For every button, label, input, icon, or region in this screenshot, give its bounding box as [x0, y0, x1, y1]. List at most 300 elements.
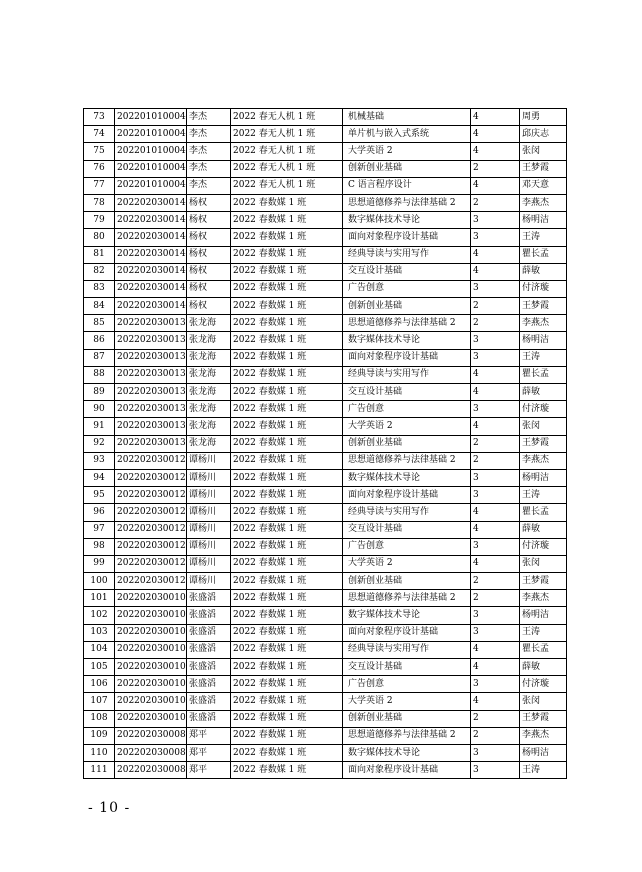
student-id-cell: 202202030012: [115, 521, 187, 538]
row-number-cell: 83: [84, 280, 115, 297]
table-row: [84, 384, 567, 401]
row-number-cell: 100: [84, 573, 115, 590]
course-name-cell: 思想道德修养与法律基础 2: [343, 315, 471, 332]
teacher-cell: 杨明洁: [520, 332, 567, 349]
student-name-cell: 张盛滔: [187, 710, 231, 727]
table-row: [84, 418, 567, 435]
student-id-cell: 202202030010: [115, 641, 187, 658]
table-row: [84, 229, 567, 246]
student-id-cell: 202202030014: [115, 194, 187, 211]
student-id-cell: 202202030012: [115, 504, 187, 521]
credits-cell: 4: [471, 641, 520, 658]
teacher-cell: 瞿长孟: [520, 504, 567, 521]
row-number-cell: 78: [84, 194, 115, 211]
class-name-cell: 2022 春数媒 1 班: [231, 727, 343, 744]
teacher-cell: 张闵: [520, 693, 567, 710]
student-id-cell: 202201010004: [115, 177, 187, 194]
teacher-cell: 瞿长孟: [520, 366, 567, 383]
class-name-cell: 2022 春数媒 1 班: [231, 194, 343, 211]
table-row: [84, 194, 567, 211]
row-number-cell: 103: [84, 624, 115, 641]
course-name-cell: 面向对象程序设计基础: [343, 762, 471, 779]
student-name-cell: 李杰: [187, 109, 231, 126]
credits-cell: 3: [471, 762, 520, 779]
credits-cell: 4: [471, 246, 520, 263]
teacher-cell: 杨明洁: [520, 607, 567, 624]
row-number-cell: 97: [84, 521, 115, 538]
credits-cell: 3: [471, 332, 520, 349]
table-row: [84, 143, 567, 160]
student-id-cell: 202202030010: [115, 590, 187, 607]
class-name-cell: 2022 春数媒 1 班: [231, 212, 343, 229]
student-name-cell: 谭杨川: [187, 452, 231, 469]
class-name-cell: 2022 春无人机 1 班: [231, 177, 343, 194]
class-name-cell: 2022 春数媒 1 班: [231, 641, 343, 658]
class-name-cell: 2022 春数媒 1 班: [231, 280, 343, 297]
student-name-cell: 杨权: [187, 194, 231, 211]
teacher-cell: 付济璇: [520, 538, 567, 555]
student-name-cell: 张龙海: [187, 315, 231, 332]
row-number-cell: 110: [84, 744, 115, 761]
student-id-cell: 202202030013: [115, 332, 187, 349]
teacher-cell: 张闵: [520, 418, 567, 435]
class-name-cell: 2022 春数媒 1 班: [231, 521, 343, 538]
table-row: [84, 607, 567, 624]
class-name-cell: 2022 春数媒 1 班: [231, 659, 343, 676]
table-row: [84, 401, 567, 418]
credits-cell: 2: [471, 315, 520, 332]
course-name-cell: 交互设计基础: [343, 384, 471, 401]
row-number-cell: 84: [84, 298, 115, 315]
row-number-cell: 75: [84, 143, 115, 160]
row-number-cell: 92: [84, 435, 115, 452]
credits-cell: 4: [471, 693, 520, 710]
table-row: [84, 590, 567, 607]
table-row: [84, 762, 567, 779]
teacher-cell: 李燕杰: [520, 727, 567, 744]
teacher-cell: 张闵: [520, 143, 567, 160]
student-name-cell: 张盛滔: [187, 641, 231, 658]
class-name-cell: 2022 春数媒 1 班: [231, 435, 343, 452]
row-number-cell: 73: [84, 109, 115, 126]
credits-cell: 4: [471, 126, 520, 143]
student-name-cell: 杨权: [187, 212, 231, 229]
student-id-cell: 202202030014: [115, 263, 187, 280]
row-number-cell: 87: [84, 349, 115, 366]
class-name-cell: 2022 春数媒 1 班: [231, 229, 343, 246]
row-number-cell: 77: [84, 177, 115, 194]
teacher-cell: 王梦霞: [520, 573, 567, 590]
course-name-cell: 创新创业基础: [343, 298, 471, 315]
teacher-cell: 李燕杰: [520, 194, 567, 211]
student-id-cell: 202202030008: [115, 762, 187, 779]
table-row: [84, 212, 567, 229]
student-name-cell: 杨权: [187, 263, 231, 280]
class-name-cell: 2022 春无人机 1 班: [231, 160, 343, 177]
course-name-cell: 广告创意: [343, 401, 471, 418]
student-name-cell: 谭杨川: [187, 469, 231, 486]
student-name-cell: 张盛滔: [187, 624, 231, 641]
table-row: [84, 109, 567, 126]
row-number-cell: 93: [84, 452, 115, 469]
row-number-cell: 76: [84, 160, 115, 177]
course-name-cell: 大学英语 2: [343, 418, 471, 435]
table-row: [84, 521, 567, 538]
teacher-cell: 薛敏: [520, 521, 567, 538]
row-number-cell: 101: [84, 590, 115, 607]
row-number-cell: 88: [84, 366, 115, 383]
student-name-cell: 杨权: [187, 229, 231, 246]
credits-cell: 2: [471, 727, 520, 744]
student-name-cell: 张龙海: [187, 366, 231, 383]
credits-cell: 3: [471, 744, 520, 761]
table-row: [84, 126, 567, 143]
student-id-cell: 202202030013: [115, 384, 187, 401]
student-id-cell: 202202030010: [115, 607, 187, 624]
course-name-cell: 创新创业基础: [343, 710, 471, 727]
table-row: [84, 641, 567, 658]
student-id-cell: 202202030008: [115, 744, 187, 761]
course-name-cell: 思想道德修养与法律基础 2: [343, 194, 471, 211]
teacher-cell: 薛敏: [520, 659, 567, 676]
student-name-cell: 郑平: [187, 727, 231, 744]
class-name-cell: 2022 春数媒 1 班: [231, 401, 343, 418]
course-table: [83, 108, 567, 779]
teacher-cell: 瞿长孟: [520, 641, 567, 658]
credits-cell: 2: [471, 298, 520, 315]
row-number-cell: 90: [84, 401, 115, 418]
row-number-cell: 95: [84, 487, 115, 504]
student-name-cell: 张龙海: [187, 401, 231, 418]
credits-cell: 2: [471, 573, 520, 590]
student-id-cell: 202202030014: [115, 212, 187, 229]
table-row: [84, 298, 567, 315]
row-number-cell: 86: [84, 332, 115, 349]
course-name-cell: 交互设计基础: [343, 521, 471, 538]
student-id-cell: 202201010004: [115, 109, 187, 126]
table-row: [84, 744, 567, 761]
class-name-cell: 2022 春数媒 1 班: [231, 452, 343, 469]
table-row: [84, 349, 567, 366]
student-id-cell: 202201010004: [115, 160, 187, 177]
row-number-cell: 94: [84, 469, 115, 486]
table-row: [84, 435, 567, 452]
table-row: [84, 452, 567, 469]
row-number-cell: 105: [84, 659, 115, 676]
class-name-cell: 2022 春数媒 1 班: [231, 366, 343, 383]
student-id-cell: 202202030014: [115, 298, 187, 315]
row-number-cell: 108: [84, 710, 115, 727]
student-id-cell: 202202030014: [115, 280, 187, 297]
student-id-cell: 202202030012: [115, 573, 187, 590]
credits-cell: 4: [471, 177, 520, 194]
student-id-cell: 202202030013: [115, 349, 187, 366]
credits-cell: 2: [471, 452, 520, 469]
teacher-cell: 王涛: [520, 229, 567, 246]
student-name-cell: 张盛滔: [187, 607, 231, 624]
student-name-cell: 杨权: [187, 246, 231, 263]
course-name-cell: 创新创业基础: [343, 573, 471, 590]
credits-cell: 3: [471, 487, 520, 504]
teacher-cell: 李燕杰: [520, 452, 567, 469]
credits-cell: 3: [471, 349, 520, 366]
student-id-cell: 202202030010: [115, 693, 187, 710]
teacher-cell: 瞿长孟: [520, 246, 567, 263]
table-row: [84, 315, 567, 332]
credits-cell: 3: [471, 538, 520, 555]
row-number-cell: 98: [84, 538, 115, 555]
teacher-cell: 薛敏: [520, 263, 567, 280]
teacher-cell: 薛敏: [520, 384, 567, 401]
teacher-cell: 杨明洁: [520, 744, 567, 761]
teacher-cell: 杨明洁: [520, 469, 567, 486]
student-name-cell: 张龙海: [187, 418, 231, 435]
class-name-cell: 2022 春数媒 1 班: [231, 487, 343, 504]
table-row: [84, 659, 567, 676]
teacher-cell: 李燕杰: [520, 590, 567, 607]
teacher-cell: 邱庆志: [520, 126, 567, 143]
course-name-cell: 面向对象程序设计基础: [343, 487, 471, 504]
credits-cell: 4: [471, 659, 520, 676]
student-name-cell: 张龙海: [187, 435, 231, 452]
credits-cell: 4: [471, 504, 520, 521]
credits-cell: 2: [471, 710, 520, 727]
teacher-cell: 付济璇: [520, 401, 567, 418]
row-number-cell: 80: [84, 229, 115, 246]
class-name-cell: 2022 春数媒 1 班: [231, 315, 343, 332]
table-row: [84, 504, 567, 521]
table-row: [84, 487, 567, 504]
teacher-cell: 付济璇: [520, 280, 567, 297]
class-name-cell: 2022 春无人机 1 班: [231, 126, 343, 143]
course-name-cell: 单片机与嵌入式系统: [343, 126, 471, 143]
student-id-cell: 202202030008: [115, 727, 187, 744]
credits-cell: 4: [471, 384, 520, 401]
student-name-cell: 谭杨川: [187, 487, 231, 504]
teacher-cell: 杨明洁: [520, 212, 567, 229]
student-id-cell: 202202030012: [115, 487, 187, 504]
class-name-cell: 2022 春数媒 1 班: [231, 349, 343, 366]
row-number-cell: 74: [84, 126, 115, 143]
course-name-cell: 大学英语 2: [343, 693, 471, 710]
course-name-cell: 机械基础: [343, 109, 471, 126]
table-row: [84, 555, 567, 572]
row-number-cell: 81: [84, 246, 115, 263]
student-name-cell: 李杰: [187, 177, 231, 194]
class-name-cell: 2022 春数媒 1 班: [231, 607, 343, 624]
student-name-cell: 张龙海: [187, 384, 231, 401]
table-row: [84, 710, 567, 727]
row-number-cell: 79: [84, 212, 115, 229]
row-number-cell: 85: [84, 315, 115, 332]
row-number-cell: 91: [84, 418, 115, 435]
row-number-cell: 106: [84, 676, 115, 693]
class-name-cell: 2022 春数媒 1 班: [231, 469, 343, 486]
row-number-cell: 89: [84, 384, 115, 401]
course-name-cell: 交互设计基础: [343, 263, 471, 280]
credits-cell: 4: [471, 555, 520, 572]
table-row: [84, 693, 567, 710]
course-name-cell: 交互设计基础: [343, 659, 471, 676]
course-name-cell: 思想道德修养与法律基础 2: [343, 727, 471, 744]
credits-cell: 3: [471, 469, 520, 486]
page-number: - 10 -: [88, 800, 131, 816]
teacher-cell: 王梦霞: [520, 435, 567, 452]
row-number-cell: 109: [84, 727, 115, 744]
course-name-cell: 思想道德修养与法律基础 2: [343, 590, 471, 607]
table-row: [84, 727, 567, 744]
class-name-cell: 2022 春数媒 1 班: [231, 710, 343, 727]
course-name-cell: 面向对象程序设计基础: [343, 624, 471, 641]
student-id-cell: 202202030014: [115, 246, 187, 263]
student-name-cell: 谭杨川: [187, 504, 231, 521]
credits-cell: 3: [471, 676, 520, 693]
student-id-cell: 202202030012: [115, 538, 187, 555]
student-name-cell: 张盛滔: [187, 693, 231, 710]
teacher-cell: 王涛: [520, 487, 567, 504]
course-name-cell: 数字媒体技术导论: [343, 469, 471, 486]
table-row: [84, 332, 567, 349]
row-number-cell: 102: [84, 607, 115, 624]
credits-cell: 4: [471, 521, 520, 538]
table-row: [84, 177, 567, 194]
student-id-cell: 202202030010: [115, 710, 187, 727]
student-id-cell: 202202030012: [115, 452, 187, 469]
student-id-cell: 202202030013: [115, 366, 187, 383]
student-id-cell: 202202030010: [115, 624, 187, 641]
credits-cell: 3: [471, 280, 520, 297]
student-id-cell: 202201010004: [115, 126, 187, 143]
row-number-cell: 104: [84, 641, 115, 658]
student-id-cell: 202202030013: [115, 315, 187, 332]
table-row: [84, 676, 567, 693]
teacher-cell: 邓天意: [520, 177, 567, 194]
table-row: [84, 280, 567, 297]
teacher-cell: 付济璇: [520, 676, 567, 693]
student-id-cell: 202202030012: [115, 555, 187, 572]
course-name-cell: 广告创意: [343, 676, 471, 693]
class-name-cell: 2022 春数媒 1 班: [231, 590, 343, 607]
teacher-cell: 王涛: [520, 624, 567, 641]
credits-cell: 3: [471, 607, 520, 624]
class-name-cell: 2022 春数媒 1 班: [231, 538, 343, 555]
row-number-cell: 96: [84, 504, 115, 521]
credits-cell: 4: [471, 143, 520, 160]
student-name-cell: 谭杨川: [187, 573, 231, 590]
student-name-cell: 郑平: [187, 744, 231, 761]
student-id-cell: 202202030014: [115, 229, 187, 246]
student-name-cell: 谭杨川: [187, 555, 231, 572]
credits-cell: 4: [471, 366, 520, 383]
student-id-cell: 202202030010: [115, 676, 187, 693]
student-name-cell: 郑平: [187, 762, 231, 779]
student-name-cell: 杨权: [187, 280, 231, 297]
table-row: [84, 624, 567, 641]
credits-cell: 4: [471, 109, 520, 126]
student-id-cell: 202202030010: [115, 659, 187, 676]
course-name-cell: 数字媒体技术导论: [343, 607, 471, 624]
class-name-cell: 2022 春数媒 1 班: [231, 624, 343, 641]
course-name-cell: 大学英语 2: [343, 143, 471, 160]
course-name-cell: 经典导读与实用写作: [343, 246, 471, 263]
table-row: [84, 263, 567, 280]
course-name-cell: C 语言程序设计: [343, 177, 471, 194]
course-name-cell: 数字媒体技术导论: [343, 212, 471, 229]
student-name-cell: 李杰: [187, 126, 231, 143]
table-row: [84, 538, 567, 555]
teacher-cell: 王梦霞: [520, 710, 567, 727]
student-name-cell: 张龙海: [187, 332, 231, 349]
student-name-cell: 谭杨川: [187, 538, 231, 555]
row-number-cell: 99: [84, 555, 115, 572]
credits-cell: 3: [471, 624, 520, 641]
teacher-cell: 周勇: [520, 109, 567, 126]
class-name-cell: 2022 春数媒 1 班: [231, 263, 343, 280]
credits-cell: 4: [471, 263, 520, 280]
table-row: [84, 246, 567, 263]
row-number-cell: 111: [84, 762, 115, 779]
table-row: [84, 573, 567, 590]
course-name-cell: 经典导读与实用写作: [343, 504, 471, 521]
student-id-cell: 202202030013: [115, 401, 187, 418]
course-name-cell: 经典导读与实用写作: [343, 641, 471, 658]
student-name-cell: 李杰: [187, 143, 231, 160]
course-name-cell: 大学英语 2: [343, 555, 471, 572]
course-name-cell: 面向对象程序设计基础: [343, 229, 471, 246]
credits-cell: 2: [471, 590, 520, 607]
course-name-cell: 广告创意: [343, 538, 471, 555]
teacher-cell: 王梦霞: [520, 160, 567, 177]
student-name-cell: 张盛滔: [187, 659, 231, 676]
class-name-cell: 2022 春无人机 1 班: [231, 143, 343, 160]
course-name-cell: 创新创业基础: [343, 435, 471, 452]
credits-cell: 3: [471, 401, 520, 418]
course-name-cell: 数字媒体技术导论: [343, 332, 471, 349]
teacher-cell: 王涛: [520, 349, 567, 366]
teacher-cell: 李燕杰: [520, 315, 567, 332]
class-name-cell: 2022 春数媒 1 班: [231, 676, 343, 693]
student-name-cell: 张盛滔: [187, 676, 231, 693]
student-name-cell: 张龙海: [187, 349, 231, 366]
credits-cell: 2: [471, 194, 520, 211]
class-name-cell: 2022 春数媒 1 班: [231, 744, 343, 761]
student-name-cell: 李杰: [187, 160, 231, 177]
student-name-cell: 张盛滔: [187, 590, 231, 607]
class-name-cell: 2022 春数媒 1 班: [231, 504, 343, 521]
class-name-cell: 2022 春数媒 1 班: [231, 573, 343, 590]
class-name-cell: 2022 春数媒 1 班: [231, 762, 343, 779]
student-id-cell: 202202030012: [115, 469, 187, 486]
course-name-cell: 广告创意: [343, 280, 471, 297]
class-name-cell: 2022 春数媒 1 班: [231, 298, 343, 315]
teacher-cell: 王梦霞: [520, 298, 567, 315]
course-name-cell: 数字媒体技术导论: [343, 744, 471, 761]
teacher-cell: 张闵: [520, 555, 567, 572]
credits-cell: 3: [471, 229, 520, 246]
student-id-cell: 202201010004: [115, 143, 187, 160]
course-name-cell: 面向对象程序设计基础: [343, 349, 471, 366]
table-body: [84, 109, 567, 779]
student-name-cell: 谭杨川: [187, 521, 231, 538]
row-number-cell: 82: [84, 263, 115, 280]
course-name-cell: 创新创业基础: [343, 160, 471, 177]
class-name-cell: 2022 春数媒 1 班: [231, 246, 343, 263]
row-number-cell: 107: [84, 693, 115, 710]
credits-cell: 3: [471, 212, 520, 229]
class-name-cell: 2022 春数媒 1 班: [231, 693, 343, 710]
class-name-cell: 2022 春数媒 1 班: [231, 384, 343, 401]
teacher-cell: 王涛: [520, 762, 567, 779]
